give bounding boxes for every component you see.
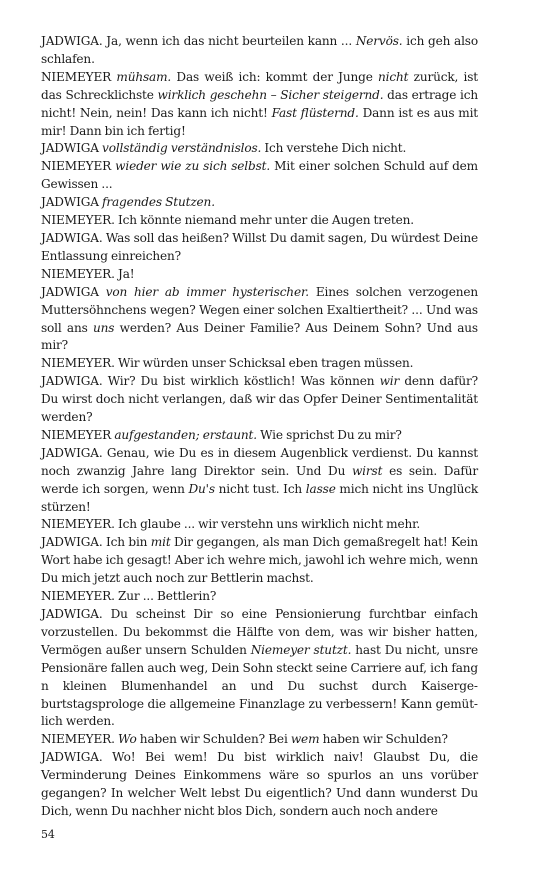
dialogue-paragraph [41, 516, 478, 534]
dialogue-paragraph [41, 534, 478, 588]
dialogue-segment: NIEMEYER. Ich glaube ... wir verstehn uns wirklich nicht mehr. [41, 517, 421, 532]
dialogue-segment: JADWIGA [41, 195, 103, 210]
dialogue-paragraph [41, 749, 478, 821]
stage-direction: wir [379, 374, 400, 389]
dialogue-segment: haben wir Schulden? Bei [136, 732, 291, 747]
dialogue-segment: JADWIGA. Du scheinst Dir so eine Pensionierung furchtbar einfach vorzustellen. Du bekommst die Hälfte von dem, was wir bisher hatten, Vermögen außer unsern Schulden [41, 607, 478, 657]
dialogue-segment: ich geh also schlafen. [41, 34, 478, 66]
dialogue-segment: NIEMEYER [41, 159, 116, 174]
dialogue-segment: Ich verstehe Dich nicht. [261, 141, 407, 156]
dialogue-paragraph [41, 731, 478, 749]
dialogue-paragraph [41, 194, 478, 212]
dialogue-segment: NIEMEYER [41, 69, 117, 84]
stage-direction: Niemeyer stutzt. [250, 642, 352, 657]
dialogue-segment: JADWIGA. Genau, wie Du es in diesem Augenblick verdienst. Du kannst noch zwanzig Jahre lang Direktor sein. Und Du [41, 445, 478, 478]
dialogue-segment: JADWIGA. Was soll das heißen? Willst Du damit sagen, Du würdest Deine Entlassung einreichen? [41, 230, 478, 263]
dialogue-segment: NIEMEYER. Ja! [41, 266, 135, 281]
dialogue-segment: Dann ist es aus mit mir! Dann bin ich fertig! [41, 105, 479, 138]
dialogue-segment: NIEMEYER. Wir würden unser Schicksal eben tragen müssen. [41, 356, 414, 371]
dialogue-paragraph [41, 69, 478, 141]
dialogue-paragraph [41, 266, 478, 284]
dialogue-paragraph [41, 588, 478, 606]
dialogue-paragraph [41, 284, 478, 356]
dialogue-paragraph [41, 158, 478, 194]
dialogue-segment: Dir gegangen, als man Dich gemaßregelt hat! Kein Wort habe ich gesagt! Aber ich wehre mich, jawohl ich wehre mich, wenn Du mich jetzt auch noch zur Bettlerin machst. [41, 535, 478, 586]
stage-direction: Du's [188, 481, 215, 496]
dialogue-segment: NIEMEYER. [41, 732, 119, 747]
dialogue-segment: hast Du nicht, unsre Pensionäre fallen auch weg, Dein Sohn steckt seine Carriere auf, ich fang n kleinen Blumenhandel an und Du suchst durch Kaisergeburtstagsprologe die allgemeine Finanzlage zu verbessern! Kann gemütlich werden. [41, 642, 478, 729]
dialogue-text [41, 33, 478, 821]
dialogue-segment: JADWIGA. Wo! Bei wem! Du bist wirklich naiv! Glaubst Du, die Verminderung Deines Einkommens wäre so spurlos an uns vorüber gegangen? In welcher Welt lebst Du eigentlich? Und dann wunderst Du Dich, wenn Du nachher nicht blos Dich, sondern auch noch andere [41, 750, 478, 818]
dialogue-segment: haben wir Schulden? [319, 732, 448, 747]
dialogue-segment: JADWIGA [41, 284, 106, 299]
dialogue-segment: zurück, ist das Schrecklichste [41, 69, 478, 102]
stage-direction: wirklich geschehn – Sicher steigernd. [157, 87, 384, 102]
stage-direction: lasse [305, 481, 336, 496]
dialogue-paragraph [41, 606, 478, 731]
stage-direction: von hier ab immer hysterischer. [105, 284, 309, 299]
dialogue-segment: JADWIGA. Ich bin [41, 535, 151, 550]
dialogue-segment: Wie sprichst Du zu mir? [256, 427, 402, 442]
page-number: 54 [41, 828, 55, 841]
dialogue-paragraph [41, 445, 478, 517]
dialogue-paragraph [41, 427, 478, 445]
dialogue-segment: Mit einer solchen Schuld auf dem Gewissen ... [41, 159, 479, 192]
dialogue-paragraph [41, 230, 478, 266]
dialogue-segment: Eines solchen verzogenen Muttersöhnchens wegen? Wegen einer solchen Exaltiertheit? ... Und was soll ans [41, 284, 478, 335]
dialogue-paragraph [41, 373, 478, 427]
stage-direction: Wo [118, 732, 137, 747]
dialogue-paragraph [41, 33, 478, 69]
dialogue-segment: mich nicht ins Unglück stürzen! [41, 481, 479, 514]
stage-direction: wirst [351, 463, 383, 478]
stage-direction: aufgestanden; erstaunt. [114, 427, 257, 442]
dialogue-segment: JADWIGA [41, 141, 103, 156]
dialogue-segment: NIEMEYER. Zur ... Bettlerin? [41, 589, 217, 604]
stage-direction: wem [290, 732, 320, 747]
stage-direction: Nervös. [355, 34, 403, 48]
dialogue-segment: JADWIGA. Ja, wenn ich das nicht beurteilen kann ... [41, 34, 356, 48]
dialogue-segment: NIEMEYER. Ich könnte niemand mehr unter die Augen treten. [41, 213, 414, 228]
dialogue-segment: es sein. Dafür werde ich sorgen, wenn [41, 463, 478, 496]
dialogue-segment: JADWIGA. Wir? Du bist wirklich köstlich! Was können [41, 374, 380, 389]
stage-direction: fragendes Stutzen. [102, 195, 215, 210]
stage-direction: vollständig verständnislos. [102, 141, 262, 156]
dialogue-paragraph [41, 140, 478, 158]
dialogue-segment: denn dafür? Du wirst doch nicht verlangen, daß wir das Opfer Deiner Sentimentalität werden? [41, 374, 478, 425]
stage-direction: uns [92, 320, 115, 335]
dialogue-paragraph [41, 355, 478, 373]
dialogue-segment: NIEMEYER [41, 427, 115, 442]
dialogue-segment: werden? Aus Deiner Familie? Aus Deinem Sohn? Und aus mir? [41, 320, 478, 353]
stage-direction: mühsam. [116, 69, 172, 84]
stage-direction: wieder wie zu sich selbst. [115, 159, 271, 174]
stage-direction: mit [150, 535, 171, 550]
dialogue-paragraph [41, 212, 478, 230]
dialogue-segment: nicht tust. Ich [214, 481, 306, 496]
stage-direction: nicht [377, 69, 409, 84]
stage-direction: Fast flüsternd. [271, 105, 359, 120]
dialogue-segment: das ertrage ich nicht! Nein, nein! Das kann ich nicht! [41, 87, 479, 120]
dialogue-segment: Das weiß ich: kommt der Junge [171, 69, 378, 84]
